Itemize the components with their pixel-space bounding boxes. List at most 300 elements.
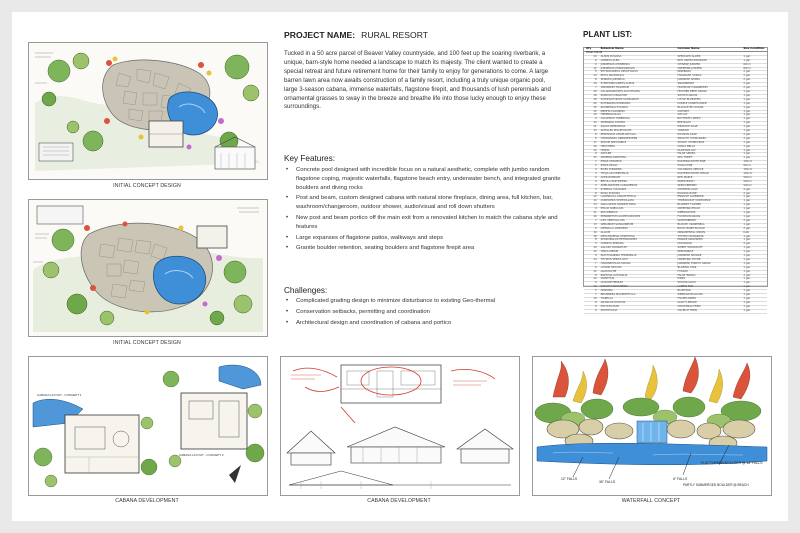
plant-size: 1 gal. (741, 278, 767, 282)
plant-size: 1 gal. (741, 215, 767, 219)
plant-qty: 9 (584, 153, 599, 157)
plant-common-name: DAYLILY (675, 114, 741, 118)
plant-size: 2 gal. (741, 71, 767, 75)
plant-qty: 11 (584, 270, 599, 274)
plant-size: 1 gal. (741, 223, 767, 227)
plant-size: 1 gal. (741, 309, 767, 313)
plant-size: 50mm (741, 176, 767, 180)
plant-size: 1 gal. (741, 258, 767, 262)
concept-plan-2-drawing (29, 200, 267, 336)
plant-category: Other Plants (584, 51, 767, 55)
plant-qty: 16 (584, 94, 599, 98)
plant-qty: 6 (584, 176, 599, 180)
plant-botanical-name: THUJA OCCIDENTALIS (599, 173, 676, 177)
plant-qty: 18 (584, 235, 599, 239)
project-title (284, 30, 428, 40)
plant-botanical-name: ALLIUM (599, 231, 676, 235)
plant-size: 2 gal. (741, 137, 767, 141)
plant-qty: 10 (584, 247, 599, 251)
plant-common-name: SEA THRIFT (675, 157, 741, 161)
plant-size: 1 gal. (741, 266, 767, 270)
plant-common-name: BLUESTAR (675, 290, 741, 294)
plant-qty: 7 (584, 219, 599, 223)
plant-botanical-name: ASCLEPIAS TUBEROSA (599, 118, 676, 122)
plant-common-name: FALSE INDIGO (675, 274, 741, 278)
plant-size: 60cm (741, 165, 767, 169)
plant-size: 1 gal. (741, 208, 767, 212)
plant-botanical-name: SYRINGA VULGARIS (599, 188, 676, 192)
plant-botanical-name: ACHILLEA MILLEFOLIUM (599, 130, 676, 134)
plant-common-name: RED OSIER DOGWOOD (675, 59, 741, 63)
plant-size: 1 gal. (741, 305, 767, 309)
plant-size: 1 gal. (741, 196, 767, 200)
waterfall-label-4: FLAT TOPPED BOULDER @ 18" FALLS (701, 461, 763, 465)
plant-botanical-name: DESCHAMPSIA CESPITOSA (599, 235, 676, 239)
plant-common-name: RUGOSA ROSE (675, 192, 741, 196)
plant-common-name: BLAZING STAR (675, 266, 741, 270)
plant-common-name: FOUNTAIN GRASS (675, 215, 741, 219)
plant-qty: 5 (584, 188, 599, 192)
plant-common-name: EASTERN WHITE PINE (675, 161, 741, 165)
plant-common-name: COMMON LILAC (675, 188, 741, 192)
plant-common-name: CREEPING THYME (675, 258, 741, 262)
waterfall-label-2: 36" FALLS (599, 480, 616, 484)
plant-common-name: CHRISTMAS FERN (675, 305, 741, 309)
plant-qty: 16 (584, 215, 599, 219)
plant-botanical-name: ARUNCUS DIOICUS (599, 301, 676, 305)
plant-common-name: JAPANESE FOREST GRASS (675, 262, 741, 266)
plant-common-name: LAMB'S EAR (675, 286, 741, 290)
plant-qty: 9 (584, 255, 599, 259)
plant-botanical-name: HOSTA (599, 149, 676, 153)
plant-common-name: SHASTA DAISY (675, 282, 741, 286)
plant-botanical-name: ILEX VERTICILLATA (599, 219, 676, 223)
feature-item: • New post and beam portico off the main exit from a renovated kitchen to match the cabana style and features (284, 214, 569, 232)
plant-qty: 15 (584, 106, 599, 110)
plant-botanical-name: ECHINACEA PURPUREA (599, 102, 676, 106)
plant-size: 1 gal. (741, 270, 767, 274)
plant-list-table (584, 48, 767, 314)
feature-item: • Granite boulder retention, seating boulders and flagstone firepit area (284, 244, 569, 253)
plant-qty: 12 (584, 67, 599, 71)
plant-row (584, 309, 767, 313)
plant-common-name: CHINESE JUNIPER (675, 63, 741, 67)
concept-plan-1 (28, 42, 268, 180)
column-header: Qty (584, 48, 599, 51)
plant-qty: 18 (584, 98, 599, 102)
plant-common-name: SIBERIAN BUGLOSS (675, 294, 741, 298)
plant-common-name: PURPLE CONEFLOWER (675, 102, 741, 106)
plant-size: 1 gal. (741, 90, 767, 94)
plant-botanical-name: LIATRIS SPICATA (599, 266, 676, 270)
column-header: Common Name (675, 48, 741, 51)
plant-size: 1 gal. (741, 94, 767, 98)
plant-botanical-name: SCHIZACHYRIUM SCOPARIUM (599, 98, 676, 102)
plant-size: bulb (741, 231, 767, 235)
plant-botanical-name: PHYSOCARPUS OPULIFOLIUS (599, 71, 676, 75)
plant-qty: 3 (584, 173, 599, 177)
plant-common-name: CREEPING JUNIPER (675, 67, 741, 71)
plant-botanical-name: SYMPHORICARPOS ALBUS (599, 83, 676, 87)
concept-plan-1-drawing (29, 43, 267, 179)
plant-qty: 8 (584, 192, 599, 196)
plant-size: 2 gal. (741, 87, 767, 91)
plant-size: 2 gal. (741, 192, 767, 196)
plant-qty: 13 (584, 223, 599, 227)
key-features-list (284, 166, 569, 255)
plant-botanical-name: AGASTACHE (599, 270, 676, 274)
plant-qty: 10 (584, 298, 599, 302)
project-name: RURAL RESORT (361, 30, 429, 40)
plant-common-name: HYSSOP (675, 270, 741, 274)
waterfall-label-5: PARTLY SUBMERGED BOULDER @ BEACH (683, 483, 749, 487)
plant-size: 1 gal. (741, 102, 767, 106)
waterfall-concept-drawing (533, 357, 771, 495)
plant-size: 1 gal. (741, 153, 767, 157)
plant-common-name: CREEPING PHLOX (675, 208, 741, 212)
plant-botanical-name: SPOROBOLUS HETEROLEPIS (599, 239, 676, 243)
plant-qty: 22 (584, 102, 599, 106)
caption-cabana-1: CABANA DEVELOPMENT (115, 498, 179, 504)
plant-size: 60cm (741, 63, 767, 67)
plant-qty: 6 (584, 266, 599, 270)
plant-botanical-name: MATTEUCCIA (599, 309, 676, 313)
plant-common-name: SWEET WOODRUFF (675, 247, 741, 251)
plant-size: 1 gal. (741, 98, 767, 102)
plant-botanical-name: LAVANDULA ANGUSTIFOLIA (599, 196, 676, 200)
cabana-concept-2-label: CABANA LAYOUT - CONCEPT 2 (179, 453, 224, 457)
plant-common-name: RUSSIAN SAGE (675, 133, 741, 137)
plant-qty: 4 (584, 180, 599, 184)
plant-common-name: BLOODY CRANESBILL (675, 223, 741, 227)
plant-size: 1 gal. (741, 301, 767, 305)
plant-botanical-name: HYDRANGEA ARBORESCENS (599, 137, 676, 141)
plant-qty: 14 (584, 75, 599, 79)
plant-qty: 8 (584, 239, 599, 243)
plant-size: 1 gal. (741, 200, 767, 204)
plant-botanical-name: BAPTISIA AUSTRALIS (599, 274, 676, 278)
plant-common-name: SNOWBERRY (675, 83, 741, 87)
plant-common-name: SIBERIAN IRIS (675, 212, 741, 216)
plant-qty: 10 (584, 145, 599, 149)
waterfall-concept (532, 356, 772, 496)
plant-size: 1 gal. (741, 114, 767, 118)
plant-size: 1 gal. (741, 298, 767, 302)
plant-common-name: BLACK-EYED SUSAN (675, 106, 741, 110)
plant-common-name: SPECKLED ALDER (675, 55, 741, 59)
plant-size: 1 gal. (741, 145, 767, 149)
plant-common-name: JAPANESE SPIREA (675, 79, 741, 83)
plant-qty: 10 (584, 114, 599, 118)
plant-qty: 12 (584, 110, 599, 114)
plant-qty: 20 (584, 90, 599, 94)
plant-botanical-name: PICEA PUNGENS (599, 169, 676, 173)
plant-botanical-name: PEROVSKIA ATRIPLICIFOLIA (599, 133, 676, 137)
plant-size: 1 gal. (741, 247, 767, 251)
plant-botanical-name: GALIUM ODORATUM (599, 247, 676, 251)
cabana-concept-1-label: CABANA LAYOUT - CONCEPT 1 (37, 393, 82, 397)
plant-common-name: PINKS (675, 278, 741, 282)
plant-qty: 5 (584, 71, 599, 75)
plant-common-name: PERIWINKLE (675, 251, 741, 255)
plant-size: 50mm (741, 184, 767, 188)
plant-qty: 8 (584, 274, 599, 278)
plant-common-name: ORNAMENTAL ONION (675, 231, 741, 235)
plant-qty: 7 (584, 262, 599, 266)
challenge-item: • Complicated grading design to minimize disturbance to existing Geo-thermal (284, 297, 569, 306)
plant-size: 1 gal. (741, 235, 767, 239)
plant-common-name: FEATHER REED GRASS (675, 90, 741, 94)
plant-common-name: YARROW (675, 130, 741, 134)
plant-qty: 17 (584, 141, 599, 145)
caption-waterfall: WATERFALL CONCEPT (621, 498, 681, 504)
plant-botanical-name: HEMEROCALLIS (599, 114, 676, 118)
plant-botanical-name: ACER RUBRUM (599, 176, 676, 180)
plant-qty: 10 (584, 278, 599, 282)
plant-qty: 6 (584, 137, 599, 141)
plant-botanical-name: HEUCHERA (599, 145, 676, 149)
plant-common-name: NINEBARK (675, 71, 741, 75)
plant-botanical-name: NEPETA FAASSENII (599, 110, 676, 114)
plant-size: 1 gal. (741, 126, 767, 130)
plant-size: 2 gal. (741, 274, 767, 278)
plant-common-name: BUSH HONEYSUCKLE (675, 227, 741, 231)
concept-plan-2 (28, 199, 268, 337)
plant-qty: 10 (584, 231, 599, 235)
caption-concept-2: INITIAL CONCEPT DESIGN (113, 340, 181, 346)
plant-common-name: RED MAPLE (675, 176, 741, 180)
plant-qty: 6 (584, 59, 599, 63)
plant-size: 1 gal. (741, 262, 767, 266)
plant-size: 2 gal. (741, 133, 767, 137)
plant-botanical-name: PENNISETUM ALOPECUROIDES (599, 215, 676, 219)
plant-botanical-name: DIERVILLA LONICERA (599, 227, 676, 231)
plant-common-name: ENGLISH LAVENDER (675, 196, 741, 200)
plant-size: 1 gal. (741, 204, 767, 208)
plant-botanical-name: ROSA RUGOSA (599, 192, 676, 196)
plant-common-name: MUGO PINE (675, 165, 741, 169)
plant-qty: 9 (584, 309, 599, 313)
plant-qty: 12 (584, 149, 599, 153)
plant-common-name: JAPANESE SPURGE (675, 255, 741, 259)
plant-botanical-name: LEUCANTHEMUM (599, 282, 676, 286)
cabana-elevations-drawing (281, 357, 519, 495)
feature-item: • Concrete pool designed with incredible focus on a natural aesthetic, complete with jumbo random flagstone coping, majestic waterfalls, flagstone beach entry, underwater bench, and integrated granite boulders and diving rocks (284, 166, 569, 192)
column-header: Botanical Name (599, 48, 676, 51)
plant-size: 2 gal. (741, 79, 767, 83)
plant-qty: 14 (584, 204, 599, 208)
plant-common-name: FOAMFLOWER (675, 298, 741, 302)
plant-botanical-name: CORNUS ALBA (599, 59, 676, 63)
plant-size: 2 gal. (741, 83, 767, 87)
plant-botanical-name: JUNIPERUS HORIZONTALIS (599, 67, 676, 71)
plant-size: 2 gal. (741, 243, 767, 247)
plant-qty: 8 (584, 301, 599, 305)
plant-common-name: SERVICEBERRY (675, 184, 741, 188)
caption-concept-1: INITIAL CONCEPT DESIGN (113, 183, 181, 189)
plant-qty: 8 (584, 79, 599, 83)
feature-item: • Post and beam, custom designed cabana with natural stone fireplace, dining area, full kitchen, bar, washroom/changeroom, outdoor shower, audio/visual and roll down shutters (284, 194, 569, 212)
plant-botanical-name: AMSONIA (599, 290, 676, 294)
plant-size: 1 gal. (741, 106, 767, 110)
plant-size: 1 gal. (741, 286, 767, 290)
plant-botanical-name: VINCA MINOR (599, 251, 676, 255)
plant-common-name: GOAT'S BEARD (675, 301, 741, 305)
plant-qty: 11 (584, 212, 599, 216)
plant-qty: 15 (584, 157, 599, 161)
plant-botanical-name: COREOPSIS VERTICILLATA (599, 200, 676, 204)
plant-common-name: OSTRICH FERN (675, 309, 741, 313)
plant-qty: 8 (584, 133, 599, 137)
plant-size: 1 gal. (741, 212, 767, 216)
plant-botanical-name: BETULA PAPYRIFERA (599, 180, 676, 184)
cabana-plans (28, 356, 268, 496)
plant-common-name: BLANKET FLOWER (675, 204, 741, 208)
plant-botanical-name: BRUNNERA MACROPHYLLA (599, 294, 676, 298)
plant-qty: 12 (584, 286, 599, 290)
plant-qty: 24 (584, 55, 599, 59)
plant-botanical-name: IRIS SIBIRICA (599, 212, 676, 216)
plant-botanical-name: SPIRAEA JAPONICA (599, 79, 676, 83)
plant-botanical-name: RHUS AROMATICA (599, 75, 676, 79)
caption-cabana-2: CABANA DEVELOPMENT (367, 498, 431, 504)
plant-common-name: BEE BALM (675, 122, 741, 126)
plant-size: 50mm (741, 180, 767, 184)
plant-qty: 10 (584, 200, 599, 204)
plant-list-body (584, 51, 767, 313)
plant-qty: 5 (584, 165, 599, 169)
key-features-heading: Key Features: (284, 154, 335, 163)
plant-botanical-name: PACHYSANDRA TERMINALIS (599, 255, 676, 259)
plant-qty: 9 (584, 118, 599, 122)
plant-common-name: PRAIRIE DROPSEED (675, 239, 741, 243)
plant-botanical-name: HAKONECHLOA MACRA (599, 262, 676, 266)
plant-common-name: FALSE SPIREA (675, 153, 741, 157)
plant-common-name: WINTERBERRY (675, 219, 741, 223)
plant-qty: 9 (584, 208, 599, 212)
plant-common-name: BUTTERFLY WEED (675, 118, 741, 122)
plant-qty: 7 (584, 87, 599, 91)
plant-qty: 7 (584, 294, 599, 298)
plant-size: 1 gal. (741, 55, 767, 59)
plant-botanical-name: AMELANCHIER CANADENSIS (599, 184, 676, 188)
plant-size: 150cm (741, 161, 767, 165)
plant-qty: 6 (584, 227, 599, 231)
plant-size: 1 gal. (741, 59, 767, 63)
plant-botanical-name: CALAMAGROSTIS ACUTIFLORA (599, 90, 676, 94)
waterfall-label-1: 12" FALLS (561, 477, 578, 481)
challenge-item: • Conservation setbacks, permitting and coordination (284, 308, 569, 317)
project-description: Tucked in a 50 acre parcel of Beaver Valley countryside, and 100 feet up the soaring riverbank, a unique, barn-style home needed a landscape to match its majesty. The client wanted to create a special retreat and future retirement home for their family to enjoy for generations to come. A large barren lawn area now awaits construction of a family resort, including a truly unique organic pool, large 3-season cabana, immense waterfalls, flagstone firepit, and thousands of lush perennials and ornamental grasses to sway in the breeze and breathe life into those lucky enough to enjoy these surroundings. (284, 50, 551, 111)
plant-common-name: SWITCH GRASS (675, 94, 741, 98)
plant-botanical-name: ASTILBE (599, 153, 676, 157)
plant-botanical-name: MONARDA DIDYMA (599, 122, 676, 126)
plant-size: 2 gal. (741, 219, 767, 223)
plant-common-name: LITTLE BLUESTEM (675, 98, 741, 102)
plant-botanical-name: THYMUS SERPYLLUM (599, 258, 676, 262)
plant-qty: 9 (584, 282, 599, 286)
plant-size: 1 gal. (741, 157, 767, 161)
plant-botanical-name: TIARELLA (599, 298, 676, 302)
plant-qty: 3 (584, 184, 599, 188)
plant-botanical-name: ALNUS RUGOSA (599, 55, 676, 59)
plant-botanical-name: RUDBECKIA FULGIDA (599, 106, 676, 110)
plant-size: 1 gal. (741, 251, 767, 255)
plant-common-name: EASTERN WHITE CEDAR (675, 173, 741, 177)
plant-common-name: CATMINT (675, 110, 741, 114)
cabana-plans-drawing (29, 357, 267, 495)
plant-size: 1 gal. (741, 122, 767, 126)
plant-common-name: PAPER BIRCH (675, 180, 741, 184)
plant-botanical-name: GERANIUM SANGUINEUM (599, 223, 676, 227)
plant-size: 1 gal. (741, 290, 767, 294)
plant-common-name: HIGHBUSH CRANBERRY (675, 87, 741, 91)
waterfall-label-3: 6" FALLS (673, 477, 688, 481)
plant-size: 150cm (741, 173, 767, 177)
plant-common-name: COLORADO SPRUCE (675, 169, 741, 173)
plant-qty: 6 (584, 305, 599, 309)
plant-common-name: FRAGRANT SUMAC (675, 75, 741, 79)
plant-qty: 11 (584, 126, 599, 130)
plant-qty: 5 (584, 243, 599, 247)
plant-size: 1 gal. (741, 282, 767, 286)
plant-common-name: SMOOTH HYDRANGEA (675, 137, 741, 141)
plant-qty: 9 (584, 63, 599, 67)
plant-size: 2 gal. (741, 75, 767, 79)
plant-size: 2 gal. (741, 188, 767, 192)
challenges-list (284, 297, 569, 329)
plant-size: 2 gal. (741, 227, 767, 231)
plant-qty: 14 (584, 122, 599, 126)
plant-qty: 5 (584, 290, 599, 294)
plant-size: 1 gal. (741, 255, 767, 259)
column-header: Size Condition (741, 48, 767, 51)
plant-botanical-name: CORNUS SERICEA (599, 243, 676, 247)
plant-qty: 14 (584, 258, 599, 262)
plant-common-name: CORAL BELLS (675, 145, 741, 149)
plant-size: 150cm (741, 169, 767, 173)
plant-botanical-name: PINUS MUGO (599, 165, 676, 169)
plant-common-name: TUFTED HAIRGRASS (675, 235, 741, 239)
cabana-elevations (280, 356, 520, 496)
plant-size: 1 gal. (741, 130, 767, 134)
plant-common-name: PLANTAIN LILY (675, 149, 741, 153)
plant-botanical-name: POLYSTICHUM (599, 305, 676, 309)
plant-botanical-name: STACHYS BYZANTINA (599, 286, 676, 290)
project-title-label: PROJECT NAME: (284, 30, 356, 40)
challenge-item: • Architectural design and coordination of cabana and portico (284, 319, 569, 328)
plant-botanical-name: GAILLARDIA GRANDIFLORA (599, 204, 676, 208)
plant-qty: 12 (584, 196, 599, 200)
plant-list-table-frame (583, 47, 768, 312)
plant-size: 1 gal. (741, 141, 767, 145)
plant-qty: 4 (584, 169, 599, 173)
plant-size: 1 gal. (741, 294, 767, 298)
plant-size: 1 gal. (741, 110, 767, 114)
plant-common-name: THREADLEAF COREOPSIS (675, 200, 741, 204)
plant-botanical-name: PHLOX SUBULATA (599, 208, 676, 212)
plant-list-title: PLANT LIST: (583, 30, 633, 39)
plant-botanical-name: SALVIA NEMOROSA (599, 126, 676, 130)
plant-size: 60cm (741, 67, 767, 71)
plant-qty: 10 (584, 83, 599, 87)
plant-botanical-name: JUNIPERUS CHINENSIS (599, 63, 676, 67)
plant-botanical-name: PINUS STROBUS (599, 161, 676, 165)
plant-qty: 7 (584, 161, 599, 165)
plant-size: 1 gal. (741, 239, 767, 243)
plant-qty: 12 (584, 251, 599, 255)
plant-size: 1 gal. (741, 149, 767, 153)
